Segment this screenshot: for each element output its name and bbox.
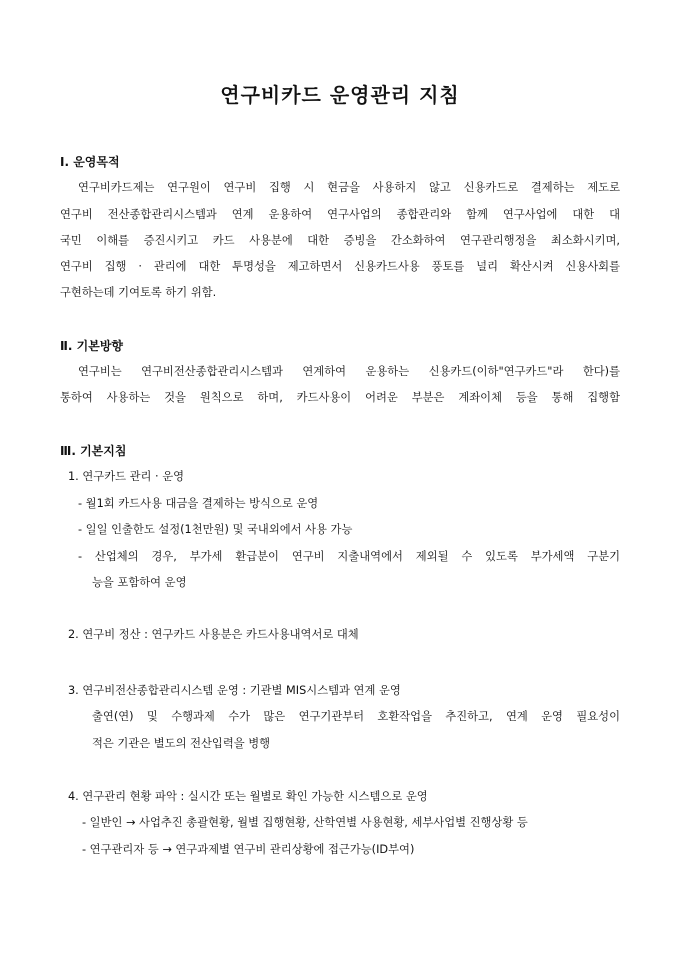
document-title: 연구비카드 운영관리 지침 [220, 83, 460, 107]
item-title: 1. 연구카드 관리 · 운영 [68, 470, 185, 483]
bullet-line: - 월1회 카드사용 대금을 결제하는 방식으로 운영 [78, 497, 319, 510]
item-title: 3. 연구비전산종합관리시스템 운영 : 기관별 MIS시스템과 연계 운영 [68, 684, 401, 697]
item-title: 4. 연구관리 현황 파악 : 실시간 또는 월별로 확인 가능한 시스템으로 운영 [68, 790, 428, 803]
bullet-line: 적은 기관은 별도의 전산입력을 병행 [92, 737, 271, 750]
bullet-line: 능을 포함하여 운영 [92, 576, 187, 589]
paragraph-line: 연구비 전산종합관리시스템과 연계 운용하여 연구사업의 종합관리와 함께 연구사업에 대한 대 [60, 208, 620, 221]
section-heading-purpose: Ⅰ. 운영목적 [60, 155, 120, 169]
bullet-line: 출연(연) 및 수행과제 수가 많은 연구기관부터 호환작업을 추진하고, 연계 운영 필요성이 [92, 710, 620, 723]
bullet-line: - 산업체의 경우, 부가세 환급분이 연구비 지출내역에서 제외될 수 있도록 부가세액 구분기 [78, 550, 620, 563]
paragraph-line: 통하여 사용하는 것을 원칙으로 하며, 카드사용이 어려운 부분은 계좌이체 등을 통해 집행함 [60, 391, 620, 404]
paragraph-line: 연구비는 연구비전산종합관리시스템과 연계하여 운용하는 신용카드(이하"연구카드"라 한다)를 [78, 365, 620, 378]
paragraph-line: 구현하는데 기여토록 하기 위함. [60, 286, 217, 299]
item-title: 2. 연구비 정산 : 연구카드 사용분은 카드사용내역서로 대체 [68, 628, 359, 641]
bullet-line: - 일반인 → 사업추진 총괄현황, 월별 집행현황, 산학연별 사용현황, 세부사업별 진행상황 등 [82, 816, 528, 829]
paragraph-line: 국민 이해를 증진시키고 카드 사용분에 대한 증빙을 간소화하여 연구관리행정을 최소화시키며, [60, 234, 620, 247]
section-heading-direction: Ⅱ. 기본방향 [60, 339, 124, 353]
paragraph-line: 연구비 집행 · 관리에 대한 투명성을 제고하면서 신용카드사용 풍토를 널리 확산시켜 신용사회를 [60, 260, 620, 273]
paragraph-line: 연구비카드제는 연구원이 연구비 집행 시 현금을 사용하지 않고 신용카드로 결제하는 제도로 [78, 181, 620, 194]
section-heading-guidelines: Ⅲ. 기본지침 [60, 444, 127, 458]
bullet-line: - 연구관리자 등 → 연구과제별 연구비 관리상황에 접근가능(ID부여) [82, 843, 415, 856]
bullet-line: - 일일 인출한도 설정(1천만원) 및 국내외에서 사용 가능 [78, 523, 353, 536]
